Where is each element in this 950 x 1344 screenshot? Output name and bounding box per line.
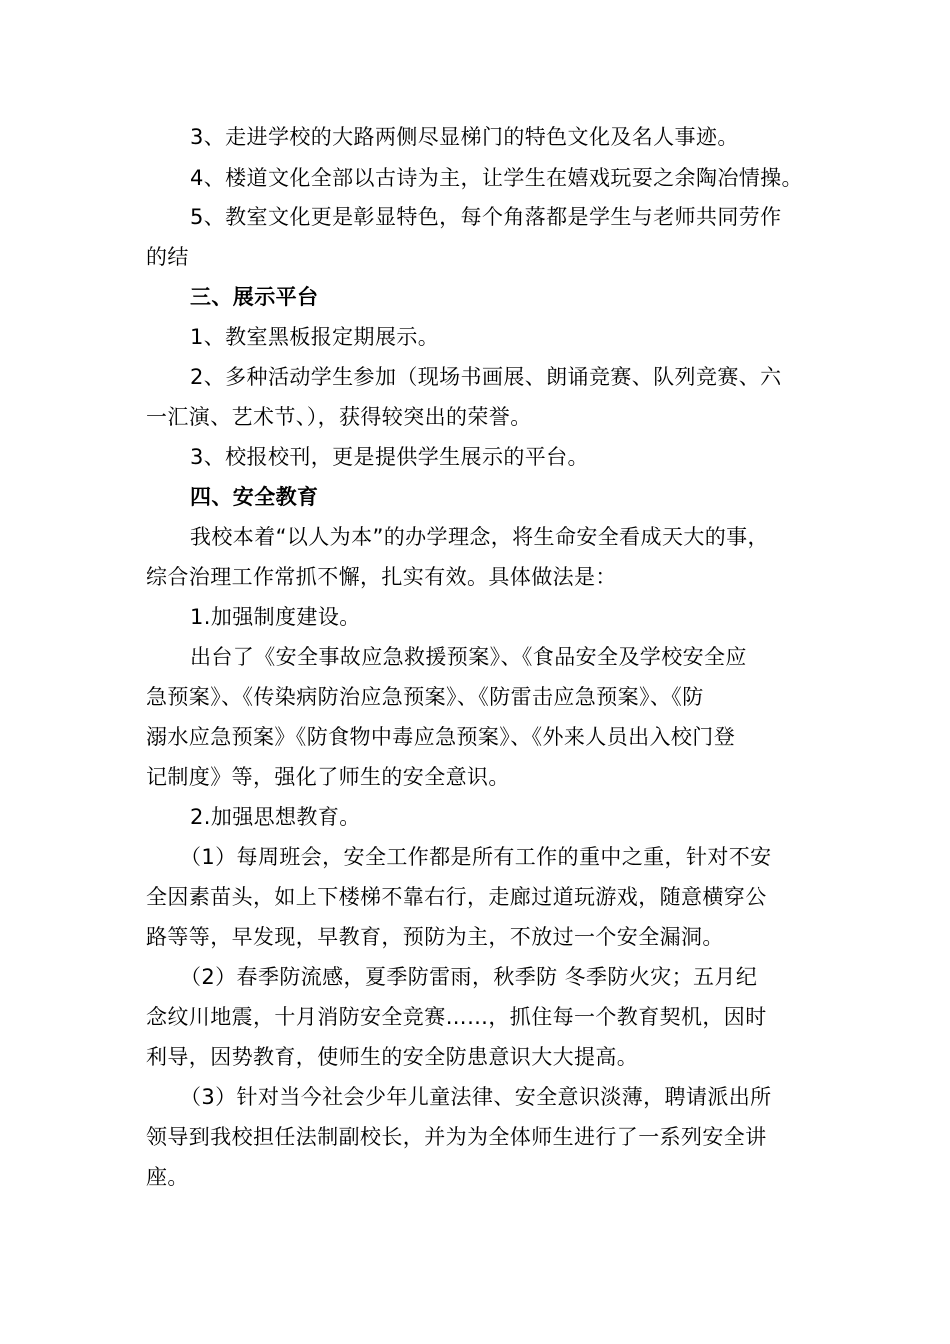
paragraph-line-9: 3、校报校刊，更是提供学生展示的平台。 [190,445,589,469]
section-heading-display-platform: 三、展示平台 [190,285,319,309]
paragraph-line-12: 综合治理工作常抓不懈，扎实有效。具体做法是： [146,565,617,589]
subheading-ideological-education: 2.加强思想教育。 [190,805,361,829]
paragraph-line-15: 急预案》、《传染病防治应急预案》、《防雷击应急预案》、《防 [146,685,704,709]
paragraph-line-11: 我校本着“以人为本”的办学理念，将生命安全看成天大的事， [190,525,769,549]
paragraph-line-26: 领导到我校担任法制副校长，并为为全体师生进行了一系列安全讲 [146,1125,767,1149]
paragraph-line-24: 利导，因势教育，使师生的安全防患意识大大提高。 [146,1045,639,1069]
subheading-system-building: 1.加强制度建设。 [190,605,361,629]
paragraph-line-21: 路等等，早发现，早教育，预防为主，不放过一个安全漏洞。 [146,925,724,949]
paragraph-line-1: 3、走进学校的大路两侧尽显梯门的特色文化及名人事迹。 [190,125,739,149]
paragraph-line-17: 记制度》等，强化了师生的安全意识。 [146,765,510,789]
paragraph-line-25: （3）针对当今社会少年儿童法律、安全意识淡薄，聘请派出所 [180,1085,772,1109]
paragraph-line-8: 一汇演、艺术节、），获得较突出的荣誉。 [146,405,532,429]
paragraph-line-2: 4、楼道文化全部以古诗为主，让学生在嬉戏玩耍之余陶冶情操。 [190,166,803,190]
paragraph-line-7: 2、多种活动学生参加（现场书画展、朗诵竞赛、队列竞赛、六 [190,365,782,389]
paragraph-line-23: 念纹川地震，十月消防安全竞赛……，抓住每一个教育契机，因时 [146,1005,767,1029]
paragraph-line-22: （2）春季防流感，夏季防雷雨，秋季防 冬季防火灾；五月纪 [180,965,758,989]
paragraph-line-16: 溺水应急预案》《防食物中毒应急预案》、《外来人员出入校门登 [146,725,736,749]
paragraph-line-19: （1）每周班会，安全工作都是所有工作的重中之重，针对不安 [180,845,772,869]
section-heading-safety-education: 四、安全教育 [190,485,319,509]
paragraph-line-27: 座。 [146,1165,189,1189]
paragraph-line-3: 5、教室文化更是彰显特色，每个角落都是学生与老师共同劳作 [190,205,782,229]
paragraph-line-4: 的结 [146,245,189,269]
paragraph-line-6: 1、教室黑板报定期展示。 [190,325,440,349]
paragraph-line-20: 全因素苗头，如上下楼梯不靠右行，走廊过道玩游戏，随意横穿公 [146,885,767,909]
paragraph-line-14: 出台了《安全事故应急救援预案》、《食品安全及学校安全应 [190,645,747,669]
